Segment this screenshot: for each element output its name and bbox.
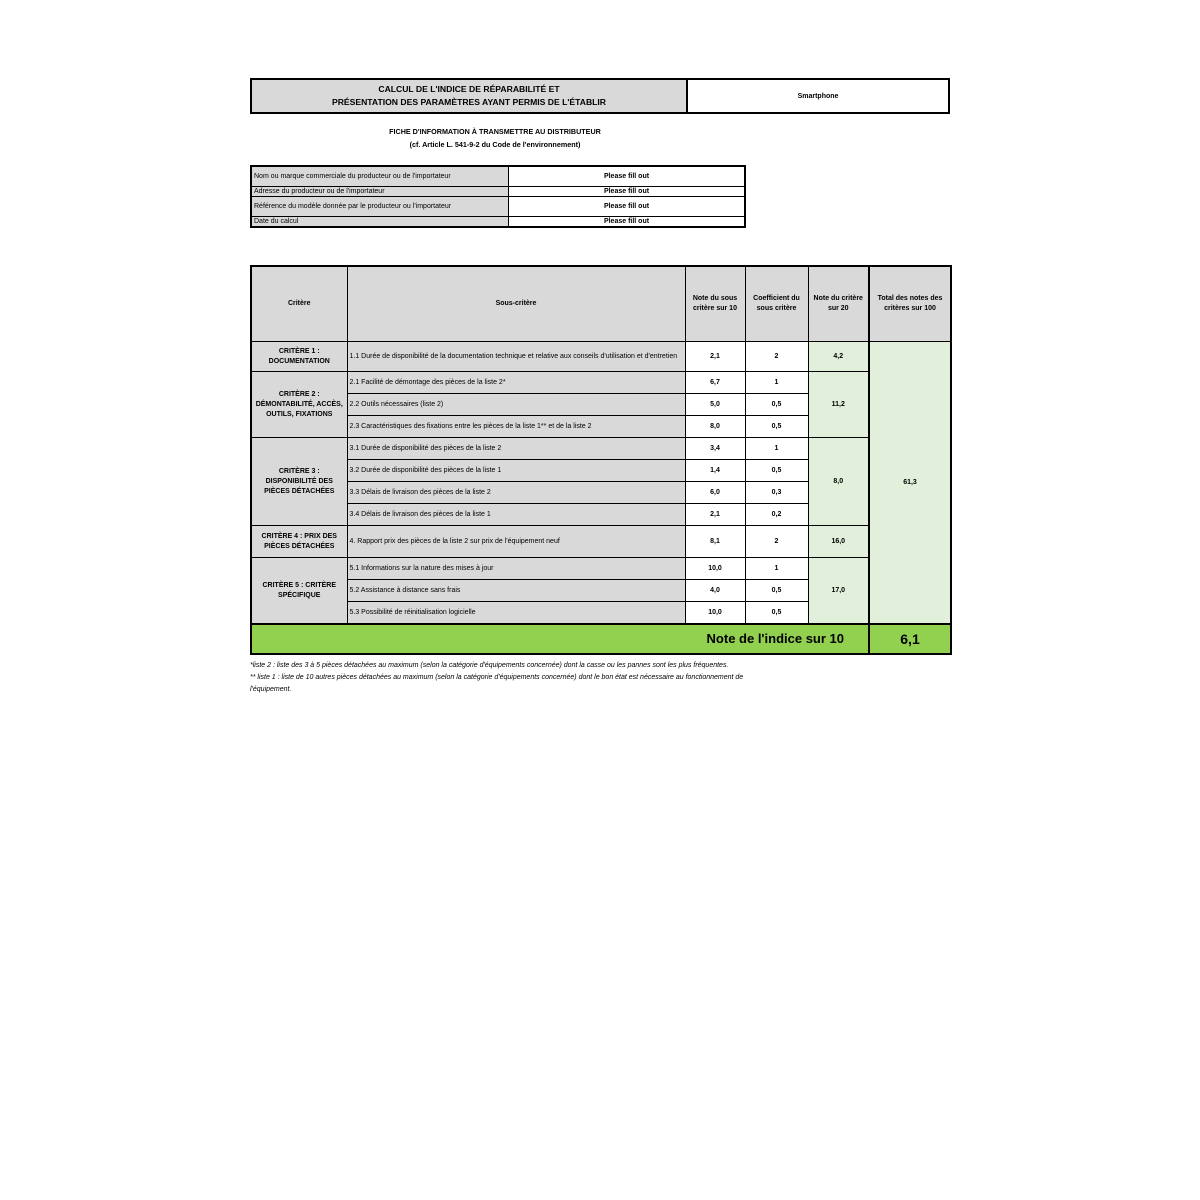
sub-criterion-label: 2.1 Facilité de démontage des pièces de la liste 2* xyxy=(347,372,685,394)
criterion-1-name: CRITÈRE 1 : DOCUMENTATION xyxy=(251,342,347,372)
info-value[interactable]: Please fill out xyxy=(509,186,746,196)
footnote-2: ** liste 1 : liste de 10 autres pièces détachées au maximum (selon la catégorie d'équipements concernée) dont le bon état est nécessaire au fonctionnement de xyxy=(250,674,744,681)
sub-criterion-label: 5.3 Possibilité de réinitialisation logicielle xyxy=(347,602,685,625)
sub-criterion-coef: 0,5 xyxy=(745,602,808,625)
sub-criterion-coef: 0,5 xyxy=(745,460,808,482)
sub-criterion-coef: 2 xyxy=(745,342,808,372)
header-total: Total des notes des critères sur 100 xyxy=(869,266,951,342)
info-label: Nom ou marque commerciale du producteur ou de l'importateur xyxy=(251,166,509,186)
criterion-4-note: 16,0 xyxy=(808,526,869,558)
info-value[interactable]: Please fill out xyxy=(509,166,746,186)
fiche-line-1: FICHE D'INFORMATION À TRANSMETTRE AU DISTRIBUTEUR xyxy=(389,127,601,136)
sub-criterion-label: 3.3 Délais de livraison des pièces de la liste 2 xyxy=(347,482,685,504)
header-note-sub: Note du sous critère sur 10 xyxy=(685,266,745,342)
criterion-2-note: 11,2 xyxy=(808,372,869,438)
sub-criterion-label: 3.4 Délais de livraison des pièces de la liste 1 xyxy=(347,504,685,526)
header-table xyxy=(250,78,950,114)
sub-criterion-note: 4,0 xyxy=(685,580,745,602)
product-category: Smartphone xyxy=(797,92,839,100)
sub-criterion-note: 10,0 xyxy=(685,558,745,580)
footnote-3: l'équipement. xyxy=(250,686,292,693)
sub-criterion-label: 2.3 Caractéristiques des fixations entre les pièces de la liste 1** et de la liste 2 xyxy=(347,416,685,438)
header-sub-criteria: Sous-critère xyxy=(347,266,685,342)
criterion-1-note: 4,2 xyxy=(808,342,869,372)
sub-criterion-coef: 0,5 xyxy=(745,416,808,438)
sub-criterion-label: 4. Rapport prix des pièces de la liste 2 sur prix de l'équipement neuf xyxy=(347,526,685,558)
info-label: Référence du modèle donnée par le producteur ou l'importateur xyxy=(251,196,509,216)
sub-criterion-coef: 2 xyxy=(745,526,808,558)
footer-row xyxy=(251,624,951,654)
criterion-3-note: 8,0 xyxy=(808,438,869,526)
sub-criterion-coef: 0,5 xyxy=(745,580,808,602)
sub-criterion-note: 8,1 xyxy=(685,526,745,558)
sub-criterion-coef: 0,2 xyxy=(745,504,808,526)
table-row xyxy=(251,342,951,372)
footnotes xyxy=(250,660,950,696)
criterion-3-name: CRITÈRE 3 : DISPONIBILITÉ DES PIÈCES DÉTACHÉES xyxy=(251,438,347,526)
sub-criterion-label: 5.1 Informations sur la nature des mises à jour xyxy=(347,558,685,580)
sub-criterion-note: 6,7 xyxy=(685,372,745,394)
info-row xyxy=(251,196,745,216)
table-row xyxy=(251,372,951,394)
info-value[interactable]: Please fill out xyxy=(509,216,746,227)
repairability-table xyxy=(250,265,952,655)
sub-criterion-label: 3.1 Durée de disponibilité des pièces de la liste 2 xyxy=(347,438,685,460)
criterion-5-note: 17,0 xyxy=(808,558,869,625)
table-row xyxy=(251,526,951,558)
sub-criterion-note: 5,0 xyxy=(685,394,745,416)
info-row xyxy=(251,216,745,227)
table-row xyxy=(251,438,951,460)
header-coef: Coefficient du sous critère xyxy=(745,266,808,342)
info-row xyxy=(251,186,745,196)
footer-label: Note de l'indice sur 10 xyxy=(251,624,869,654)
info-value[interactable]: Please fill out xyxy=(509,196,746,216)
sub-criterion-coef: 0,5 xyxy=(745,394,808,416)
fiche-subtitle xyxy=(250,125,740,151)
title-line-1: CALCUL DE L'INDICE DE RÉPARABILITÉ ET xyxy=(378,84,560,94)
sub-criterion-label: 2.2 Outils nécessaires (liste 2) xyxy=(347,394,685,416)
sub-criterion-note: 3,4 xyxy=(685,438,745,460)
sub-criterion-note: 1,4 xyxy=(685,460,745,482)
criterion-4-name: CRITÈRE 4 : PRIX DES PIÈCES DÉTACHÉES xyxy=(251,526,347,558)
sub-criterion-coef: 1 xyxy=(745,558,808,580)
sub-criterion-note: 8,0 xyxy=(685,416,745,438)
header-criteria: Critère xyxy=(251,266,347,342)
info-label: Adresse du producteur ou de l'importateur xyxy=(251,186,509,196)
table-row xyxy=(251,558,951,580)
title-line-2: PRÉSENTATION DES PARAMÈTRES AYANT PERMIS DE L'ÉTABLIR xyxy=(331,97,607,107)
sub-criterion-coef: 1 xyxy=(745,438,808,460)
sub-criterion-coef: 1 xyxy=(745,372,808,394)
fiche-line-2: (cf. Article L. 541-9-2 du Code de l'environnement) xyxy=(409,140,581,149)
footer-score: 6,1 xyxy=(869,624,951,654)
sub-criterion-note: 6,0 xyxy=(685,482,745,504)
info-label: Date du calcul xyxy=(251,216,509,227)
sub-criterion-note: 10,0 xyxy=(685,602,745,625)
sub-criterion-note: 2,1 xyxy=(685,504,745,526)
document-title xyxy=(252,80,688,112)
info-row xyxy=(251,166,745,186)
info-table xyxy=(250,165,746,228)
sub-criterion-label: 1.1 Durée de disponibilité de la documentation technique et relative aux conseils d'utilisation et d'entretien xyxy=(347,342,685,372)
sub-criterion-label: 5.2 Assistance à distance sans frais xyxy=(347,580,685,602)
header-note-crit: Note du critère sur 20 xyxy=(808,266,869,342)
criterion-5-name: CRITÈRE 5 : CRITÈRE SPÉCIFIQUE xyxy=(251,558,347,625)
footnote-1: *liste 2 : liste des 3 à 5 pièces détachées au maximum (selon la catégorie d'équipements concernée) dont la casse ou les pannes sont les plus fréquentes. xyxy=(250,662,729,669)
criterion-2-name: CRITÈRE 2 : DÉMONTABILITÉ, ACCÈS, OUTILS, FIXATIONS xyxy=(251,372,347,438)
sub-criterion-label: 3.2 Durée de disponibilité des pièces de la liste 1 xyxy=(347,460,685,482)
table-header-row xyxy=(251,266,951,342)
sub-criterion-note: 2,1 xyxy=(685,342,745,372)
total-score: 61,3 xyxy=(869,342,951,625)
sub-criterion-coef: 0,3 xyxy=(745,482,808,504)
